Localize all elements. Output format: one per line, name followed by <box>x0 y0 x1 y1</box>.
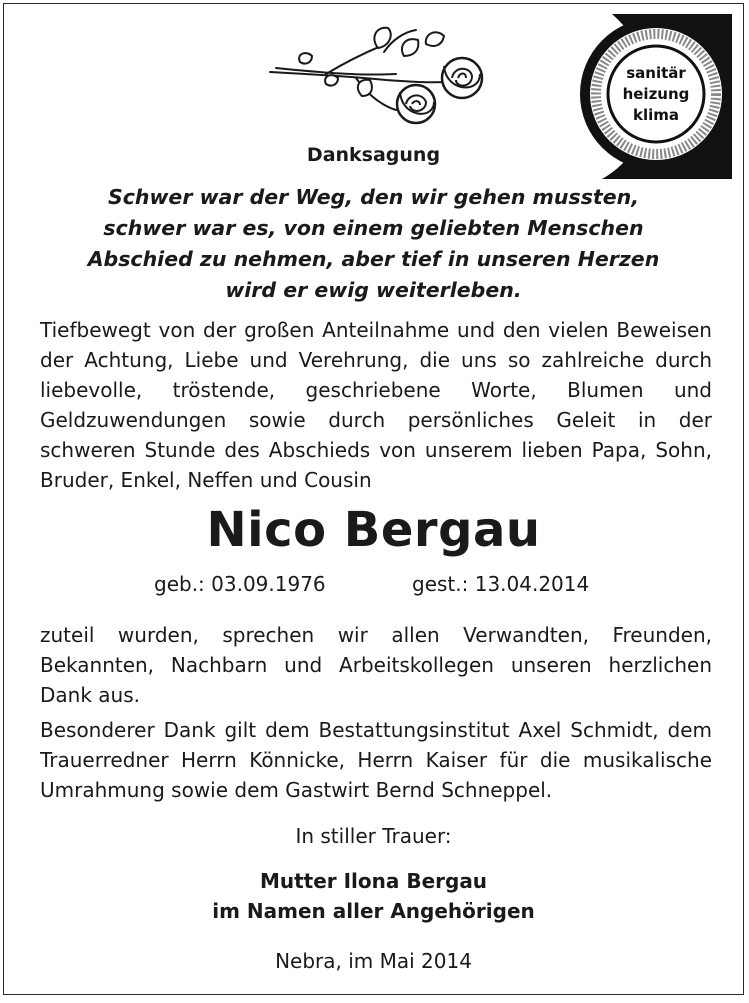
signature <box>4 866 743 926</box>
deceased-name: Nico Bergau <box>206 502 541 558</box>
verse-line: wird er ewig weiterleben. <box>225 278 522 302</box>
roses-icon <box>266 22 488 132</box>
intro-paragraph: Tiefbewegt von der großen Anteilnahme und den vielen Beweisen der Achtung, Liebe und Verehrung, die uns so zahlreiche durch liebevolle, tröstende, geschriebene Worte, Blumen und Geldzuwendungen sowie durch persönliches Geleit in der schweren Stunde des Abschieds von unserem lieben Papa, Sohn, Bruder, Enkel, Neffen und Cousin <box>40 318 712 492</box>
logo-line-3: klima <box>632 106 680 124</box>
birth-date: geb.: 03.09.1976 <box>154 572 326 596</box>
obituary-notice <box>3 3 744 995</box>
logo-line-2: heizung <box>622 85 690 103</box>
notice-heading: Danksagung <box>306 144 441 166</box>
signature-line: im Namen aller Angehörigen <box>212 899 535 923</box>
in-mourning-label: In stiller Trauer: <box>295 824 452 848</box>
death-date: gest.: 13.04.2014 <box>412 572 590 596</box>
verse-line: Schwer war der Weg, den wir gehen mussten, <box>107 185 640 209</box>
verse-line: Abschied zu nehmen, aber tief in unseren Herzen <box>87 247 660 271</box>
verse <box>4 182 743 306</box>
place-date: Nebra, im Mai 2014 <box>275 949 472 973</box>
logo-line-1: sanitär <box>626 64 686 82</box>
verse-line: schwer war es, von einem geliebten Menschen <box>103 216 644 240</box>
thanks-paragraph: zuteil wurden, sprechen wir allen Verwandten, Freunden, Bekannten, Nachbarn und Arbeitskollegen unseren herzlichen Dank aus. <box>40 623 712 707</box>
signature-line: Mutter Ilona Bergau <box>259 869 488 893</box>
special-thanks-paragraph: Besonderer Dank gilt dem Bestattungsinstitut Axel Schmidt, dem Trauerredner Herrn Könnicke, Herrn Kaiser für die musikalische Umrahmung sowie dem Gastwirt Bernd Schneppel. <box>40 718 712 802</box>
